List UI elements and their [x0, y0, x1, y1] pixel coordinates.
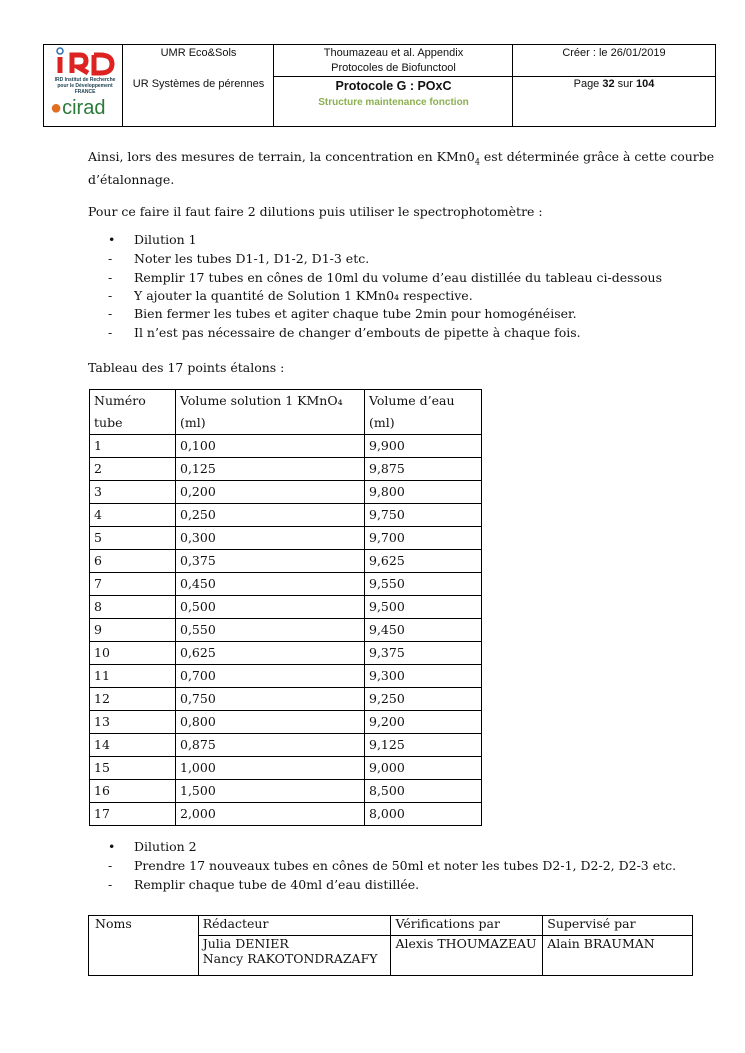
doc-title: Thoumazeau et al. Appendix	[323, 47, 464, 59]
table-cell: 5	[90, 527, 176, 550]
table-caption: Tableau des 17 points étalons :	[88, 360, 285, 375]
verifier-label: Vérifications par	[391, 916, 543, 936]
table-row	[90, 665, 482, 688]
table-cell: 6	[90, 550, 176, 573]
table-cell: 8	[90, 596, 176, 619]
table-cell: 9,800	[365, 481, 482, 504]
table-cell: 12	[90, 688, 176, 711]
table-row	[90, 734, 482, 757]
table-cell: 1,500	[176, 780, 365, 803]
table-cell: 9	[90, 619, 176, 642]
document-page: IRD Institut de Recherche pour le Développement FRANCE ●cirad UMR Eco&Sols UR Systèmes de pérennes Thoumazeau et al. Appendix Protocoles de Biofunctool Protocole G : POxC Structure maintenance fonction Créer : le 26/01/2019 Page 32 sur 104 Ainsi, lors des mesures de terrain, la concentration en $KMn0_4$ est déterminée grâce à cette courbe d’étalonnage. Pour ce faire il faut faire 2 dilutions puis utiliser le spectrophotomètre : • Dilution 1 - Noter les tubes D1-1, D1-2, D1-3 etc. - Remplir 17 tubes en cônes de 10ml du volume d’eau distillée du tableau ci-dessous - Y ajouter la quantité de Solution 1 KMn0₄ respective. - Bien fermer les tubes et agiter chaque tube 2min pour homogénéiser. - Il n’est pas nécessaire de changer d’embouts de pipette à chaque fois. Tableau des 17 points étalons : Numéro tube Volume solution 1 KMnO₄ (ml) Volume d’eau (ml) 1 0,100 9,900 2 0,125 9,875 3 0,200 9,800 4 0,250 9,750 5 0,300 9,700 6 0,375 9,625 7 0,450 9,550 8 0,500 9,500 9 0,550 9,450 10 0,625 9,375 11 0,700 9,300 12 0,750 9,250 13 0,800 9,200 14 0,875 9,125 15 1,000 9,000 16 1,500 8,500 17 2,000 8,000 • Dilution 2 - Prendre 17 nouveaux tubes en cônes de 50ml et noter les tubes D2-1, D2-2, D2-3 etc. - Remplir chaque tube de 40ml d’eau distillée. Noms Rédacteur Vérifications par Supervisé par Julia DENIER Nancy RAKOTONDRAZAFY Alexis THOUMAZEAU Alain BRAUMAN	[0, 0, 745, 1053]
meta-cell	[512, 45, 715, 126]
table-row	[90, 780, 482, 803]
table-cell: 8,500	[365, 780, 482, 803]
table-row	[90, 458, 482, 481]
author-names: Julia DENIER Nancy RAKOTONDRAZAFY	[198, 936, 391, 976]
verifier-name: Alexis THOUMAZEAU	[391, 936, 543, 976]
table-cell: 13	[90, 711, 176, 734]
table-cell: 0,125	[176, 458, 365, 481]
protocol-category: Structure maintenance fonction	[318, 97, 469, 108]
ird-logo	[50, 47, 120, 95]
table-cell: 9,750	[365, 504, 482, 527]
table-cell: 7	[90, 573, 176, 596]
supervisor-name: Alain BRAUMAN	[543, 936, 693, 976]
table-cell: 0,300	[176, 527, 365, 550]
table-cell: 4	[90, 504, 176, 527]
table-cell: 0,500	[176, 596, 365, 619]
table-cell: 15	[90, 757, 176, 780]
table-row	[90, 688, 482, 711]
title-cell	[273, 45, 513, 126]
table-row	[90, 757, 482, 780]
table-cell: 1	[90, 435, 176, 458]
table-cell: 0,200	[176, 481, 365, 504]
table-cell: 0,700	[176, 665, 365, 688]
org-name: UMR Eco&Sols	[160, 47, 237, 59]
table-row	[90, 803, 482, 826]
header-table	[43, 44, 716, 127]
table-cell: 0,550	[176, 619, 365, 642]
calibration-table	[89, 389, 482, 826]
table-cell: 9,450	[365, 619, 482, 642]
table-cell: 10	[90, 642, 176, 665]
table-cell: 17	[90, 803, 176, 826]
names-label: Noms	[89, 916, 199, 976]
unit-name: UR Systèmes de pérennes	[132, 78, 265, 90]
table-cell: 0,750	[176, 688, 365, 711]
org-cell	[122, 45, 274, 126]
table-row	[90, 550, 482, 573]
created-date: Créer : le 26/01/2019	[562, 47, 666, 59]
table-cell: 9,200	[365, 711, 482, 734]
table-cell: 9,550	[365, 573, 482, 596]
table-cell: 14	[90, 734, 176, 757]
table-cell: 16	[90, 780, 176, 803]
table-cell: 2	[90, 458, 176, 481]
table-row	[90, 619, 482, 642]
supervisor-label: Supervisé par	[543, 916, 693, 936]
author-label: Rédacteur	[198, 916, 391, 936]
column-header: Volume d’eau (ml)	[365, 390, 482, 435]
table-cell: 0,250	[176, 504, 365, 527]
table-cell: 9,700	[365, 527, 482, 550]
paragraph-1: Ainsi, lors des mesures de terrain, la concentration en $KMn0_4$ est déterminée grâce à cette courbe	[88, 149, 715, 167]
table-cell: 9,900	[365, 435, 482, 458]
cirad-logo: ●cirad	[50, 97, 106, 119]
column-header: Volume solution 1 KMnO₄ (ml)	[176, 390, 365, 435]
paragraph-2: Pour ce faire il faut faire 2 dilutions puis utiliser le spectrophotomètre :	[88, 204, 543, 219]
table-cell: 0,450	[176, 573, 365, 596]
table-cell: 11	[90, 665, 176, 688]
table-cell: 9,125	[365, 734, 482, 757]
table-cell: 9,250	[365, 688, 482, 711]
table-cell: 0,100	[176, 435, 365, 458]
table-cell: 0,875	[176, 734, 365, 757]
table-cell: 9,375	[365, 642, 482, 665]
table-cell: 8,000	[365, 803, 482, 826]
table-cell: 1,000	[176, 757, 365, 780]
table-cell: 9,300	[365, 665, 482, 688]
table-row	[90, 504, 482, 527]
paragraph-1-cont: d’étalonnage.	[88, 172, 175, 187]
table-row	[90, 573, 482, 596]
column-header: Numéro tube	[90, 390, 176, 435]
ird-logo-text: IRD Institut de Recherche pour le Développement FRANCE	[54, 77, 116, 95]
table-row	[90, 711, 482, 734]
table-cell: 2,000	[176, 803, 365, 826]
page-number: Page 32 sur 104	[573, 78, 655, 90]
table-row	[90, 596, 482, 619]
table-row	[90, 481, 482, 504]
protocol-title: Protocole G : POxC	[335, 79, 452, 93]
table-row	[90, 435, 482, 458]
table-cell: 9,500	[365, 596, 482, 619]
ird-logo-mark	[50, 47, 120, 77]
table-cell: 0,800	[176, 711, 365, 734]
table-cell: 0,625	[176, 642, 365, 665]
table-cell: 9,625	[365, 550, 482, 573]
table-row	[90, 642, 482, 665]
table-cell: 0,375	[176, 550, 365, 573]
table-header-row	[90, 390, 482, 435]
signature-table	[88, 915, 693, 976]
table-cell: 9,000	[365, 757, 482, 780]
table-cell: 3	[90, 481, 176, 504]
table-cell: 9,875	[365, 458, 482, 481]
table-row	[90, 527, 482, 550]
doc-subtitle: Protocoles de Biofunctool	[331, 62, 456, 74]
